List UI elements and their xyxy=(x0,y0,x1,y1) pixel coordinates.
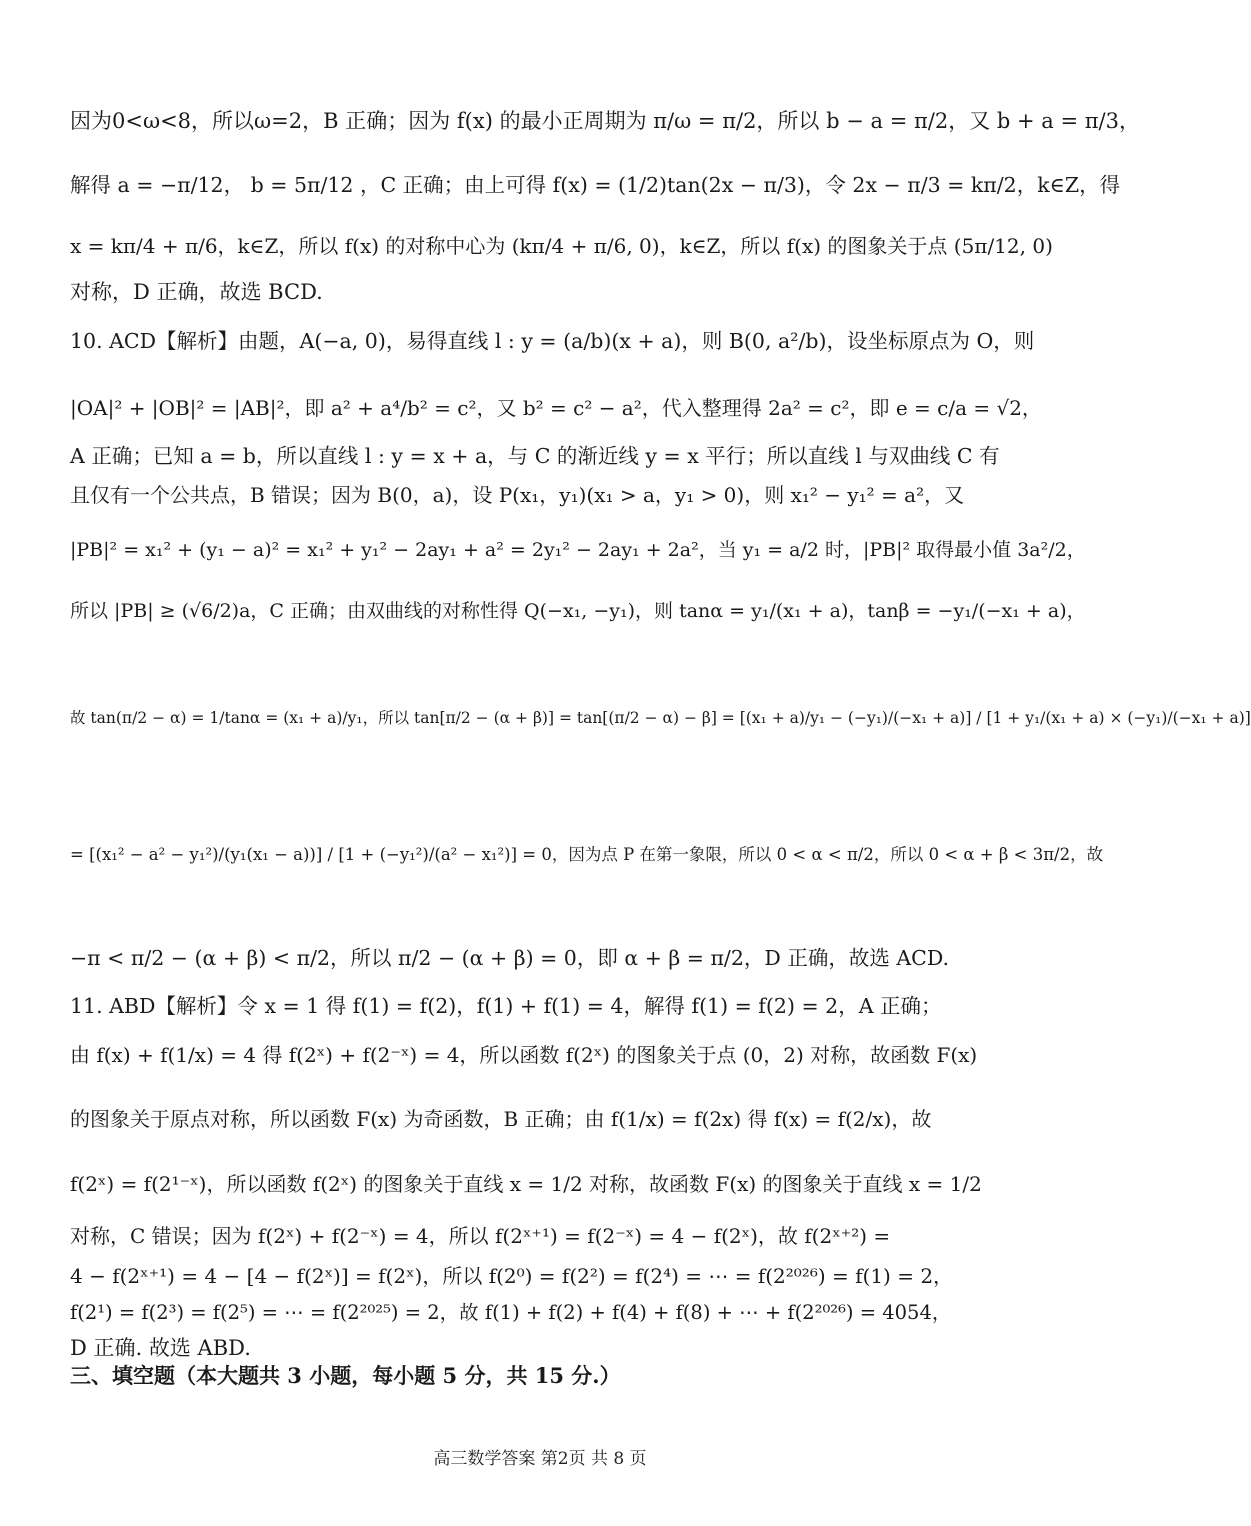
section-heading: 三、填空题（本大题共 3 小题，每小题 5 分，共 15 分.） xyxy=(70,1363,621,1388)
q11-line-8: D 正确. 故选 ABD. xyxy=(70,1336,251,1360)
q10-line-2: |OA|² + |OB|² = |AB|²，即 a² + a⁴/b² = c²，又 b² = c² − a²，代入整理得 2a² = c²，即 e = c/a = √2， xyxy=(70,396,1042,420)
page-footer: 高三数学答案 第2页 共 8 页 xyxy=(433,1449,647,1469)
q10-line-1: 10. ACD【解析】由题，A(−a, 0)，易得直线 l : y = (a/b)(x + a)，则 B(0, a²/b)，设坐标原点为 O，则 xyxy=(70,329,1035,353)
q11-line-3: 的图象关于原点对称，所以函数 F(x) 为奇函数，B 正确；由 f(1/x) = f(2x) 得 f(x) = f(2/x)，故 xyxy=(70,1107,932,1131)
q9-line-2: 解得 a = −π/12， b = 5π/12 ，C 正确；由上可得 f(x) = (1/2)tan(2x − π/3)，令 2x − π/3 = kπ/2，k∈Z，得 xyxy=(70,173,1121,197)
q10-line-5: |PB|² = x₁² + (y₁ − a)² = x₁² + y₁² − 2ay₁ + a² = 2y₁² − 2ay₁ + 2a²，当 y₁ = a/2 时，|PB|² 取得最小值 3a²/2， xyxy=(70,539,1086,561)
q9-line-4: 对称，D 正确，故选 BCD. xyxy=(70,280,323,304)
q10-line-9: −π < π/2 − (α + β) < π/2，所以 π/2 − (α + β) = 0，即 α + β = π/2，D 正确，故选 ACD. xyxy=(70,946,950,970)
q11-line-4: f(2ˣ) = f(2¹⁻ˣ)，所以函数 f(2ˣ) 的图象关于直线 x = 1/2 对称，故函数 F(x) 的图象关于直线 x = 1/2 xyxy=(70,1172,982,1196)
q10-line-6: 所以 |PB| ≥ (√6/2)a，C 正确；由双曲线的对称性得 Q(−x₁, −y₁)，则 tanα = y₁/(x₁ + a)，tanβ = −y₁/(−x₁ + a)， xyxy=(70,600,1086,622)
q11-line-1: 11. ABD【解析】令 x = 1 得 f(1) = f(2)，f(1) + f(1) = 4，解得 f(1) = f(2) = 2，A 正确； xyxy=(70,994,942,1018)
q10-line-8: = [(x₁² − a² − y₁²)/(y₁(x₁ − a))] / [1 + (−y₁²)/(a² − x₁²)] = 0，因为点 P 在第一象限，所以 0 < α < π/2，所以 0 < α + β < 3π/2，故 xyxy=(70,845,1104,864)
q11-line-6: 4 − f(2ˣ⁺¹) = 4 − [4 − f(2ˣ)] = f(2ˣ)，所以 f(2⁰) = f(2²) = f(2⁴) = ⋯ = f(2²⁰²⁶) = f(1) = 2， xyxy=(70,1264,954,1288)
q10-line-3: A 正确；已知 a = b，所以直线 l : y = x + a，与 C 的渐近线 y = x 平行；所以直线 l 与双曲线 C 有 xyxy=(70,444,1000,468)
q11-line-5: 对称，C 错误；因为 f(2ˣ) + f(2⁻ˣ) = 4，所以 f(2ˣ⁺¹) = f(2⁻ˣ) = 4 − f(2ˣ)，故 f(2ˣ⁺²) = xyxy=(70,1224,891,1248)
q11-line-7: f(2¹) = f(2³) = f(2⁵) = ⋯ = f(2²⁰²⁵) = 2，故 f(1) + f(2) + f(4) + f(8) + ⋯ + f(2²⁰²⁶) = 4054， xyxy=(70,1301,952,1324)
q9-line-3: x = kπ/4 + π/6，k∈Z，所以 f(x) 的对称中心为 (kπ/4 + π/6, 0)，k∈Z，所以 f(x) 的图象关于点 (5π/12, 0) xyxy=(70,234,1053,258)
q10-line-7: 故 tan(π/2 − α) = 1/tanα = (x₁ + a)/y₁，所以 tan[π/2 − (α + β)] = tan[(π/2 − α) − β] = [(x₁ + a)/y₁ − (−y₁)/(−x₁ + a)] / [1 + y₁/(x₁ + a) × (−y₁)/(−x₁ + a)] xyxy=(70,709,1251,727)
q11-line-2: 由 f(x) + f(1/x) = 4 得 f(2ˣ) + f(2⁻ˣ) = 4，所以函数 f(2ˣ) 的图象关于点 (0，2) 对称，故函数 F(x) xyxy=(70,1043,978,1067)
q9-line-1: 因为0<ω<8，所以ω=2，B 正确；因为 f(x) 的最小正周期为 π/ω = π/2，所以 b − a = π/2，又 b + a = π/3， xyxy=(70,109,1140,133)
q10-line-4: 且仅有一个公共点，B 错误；因为 B(0，a)，设 P(x₁，y₁)(x₁ > a，y₁ > 0)，则 x₁² − y₁² = a²，又 xyxy=(70,483,965,507)
